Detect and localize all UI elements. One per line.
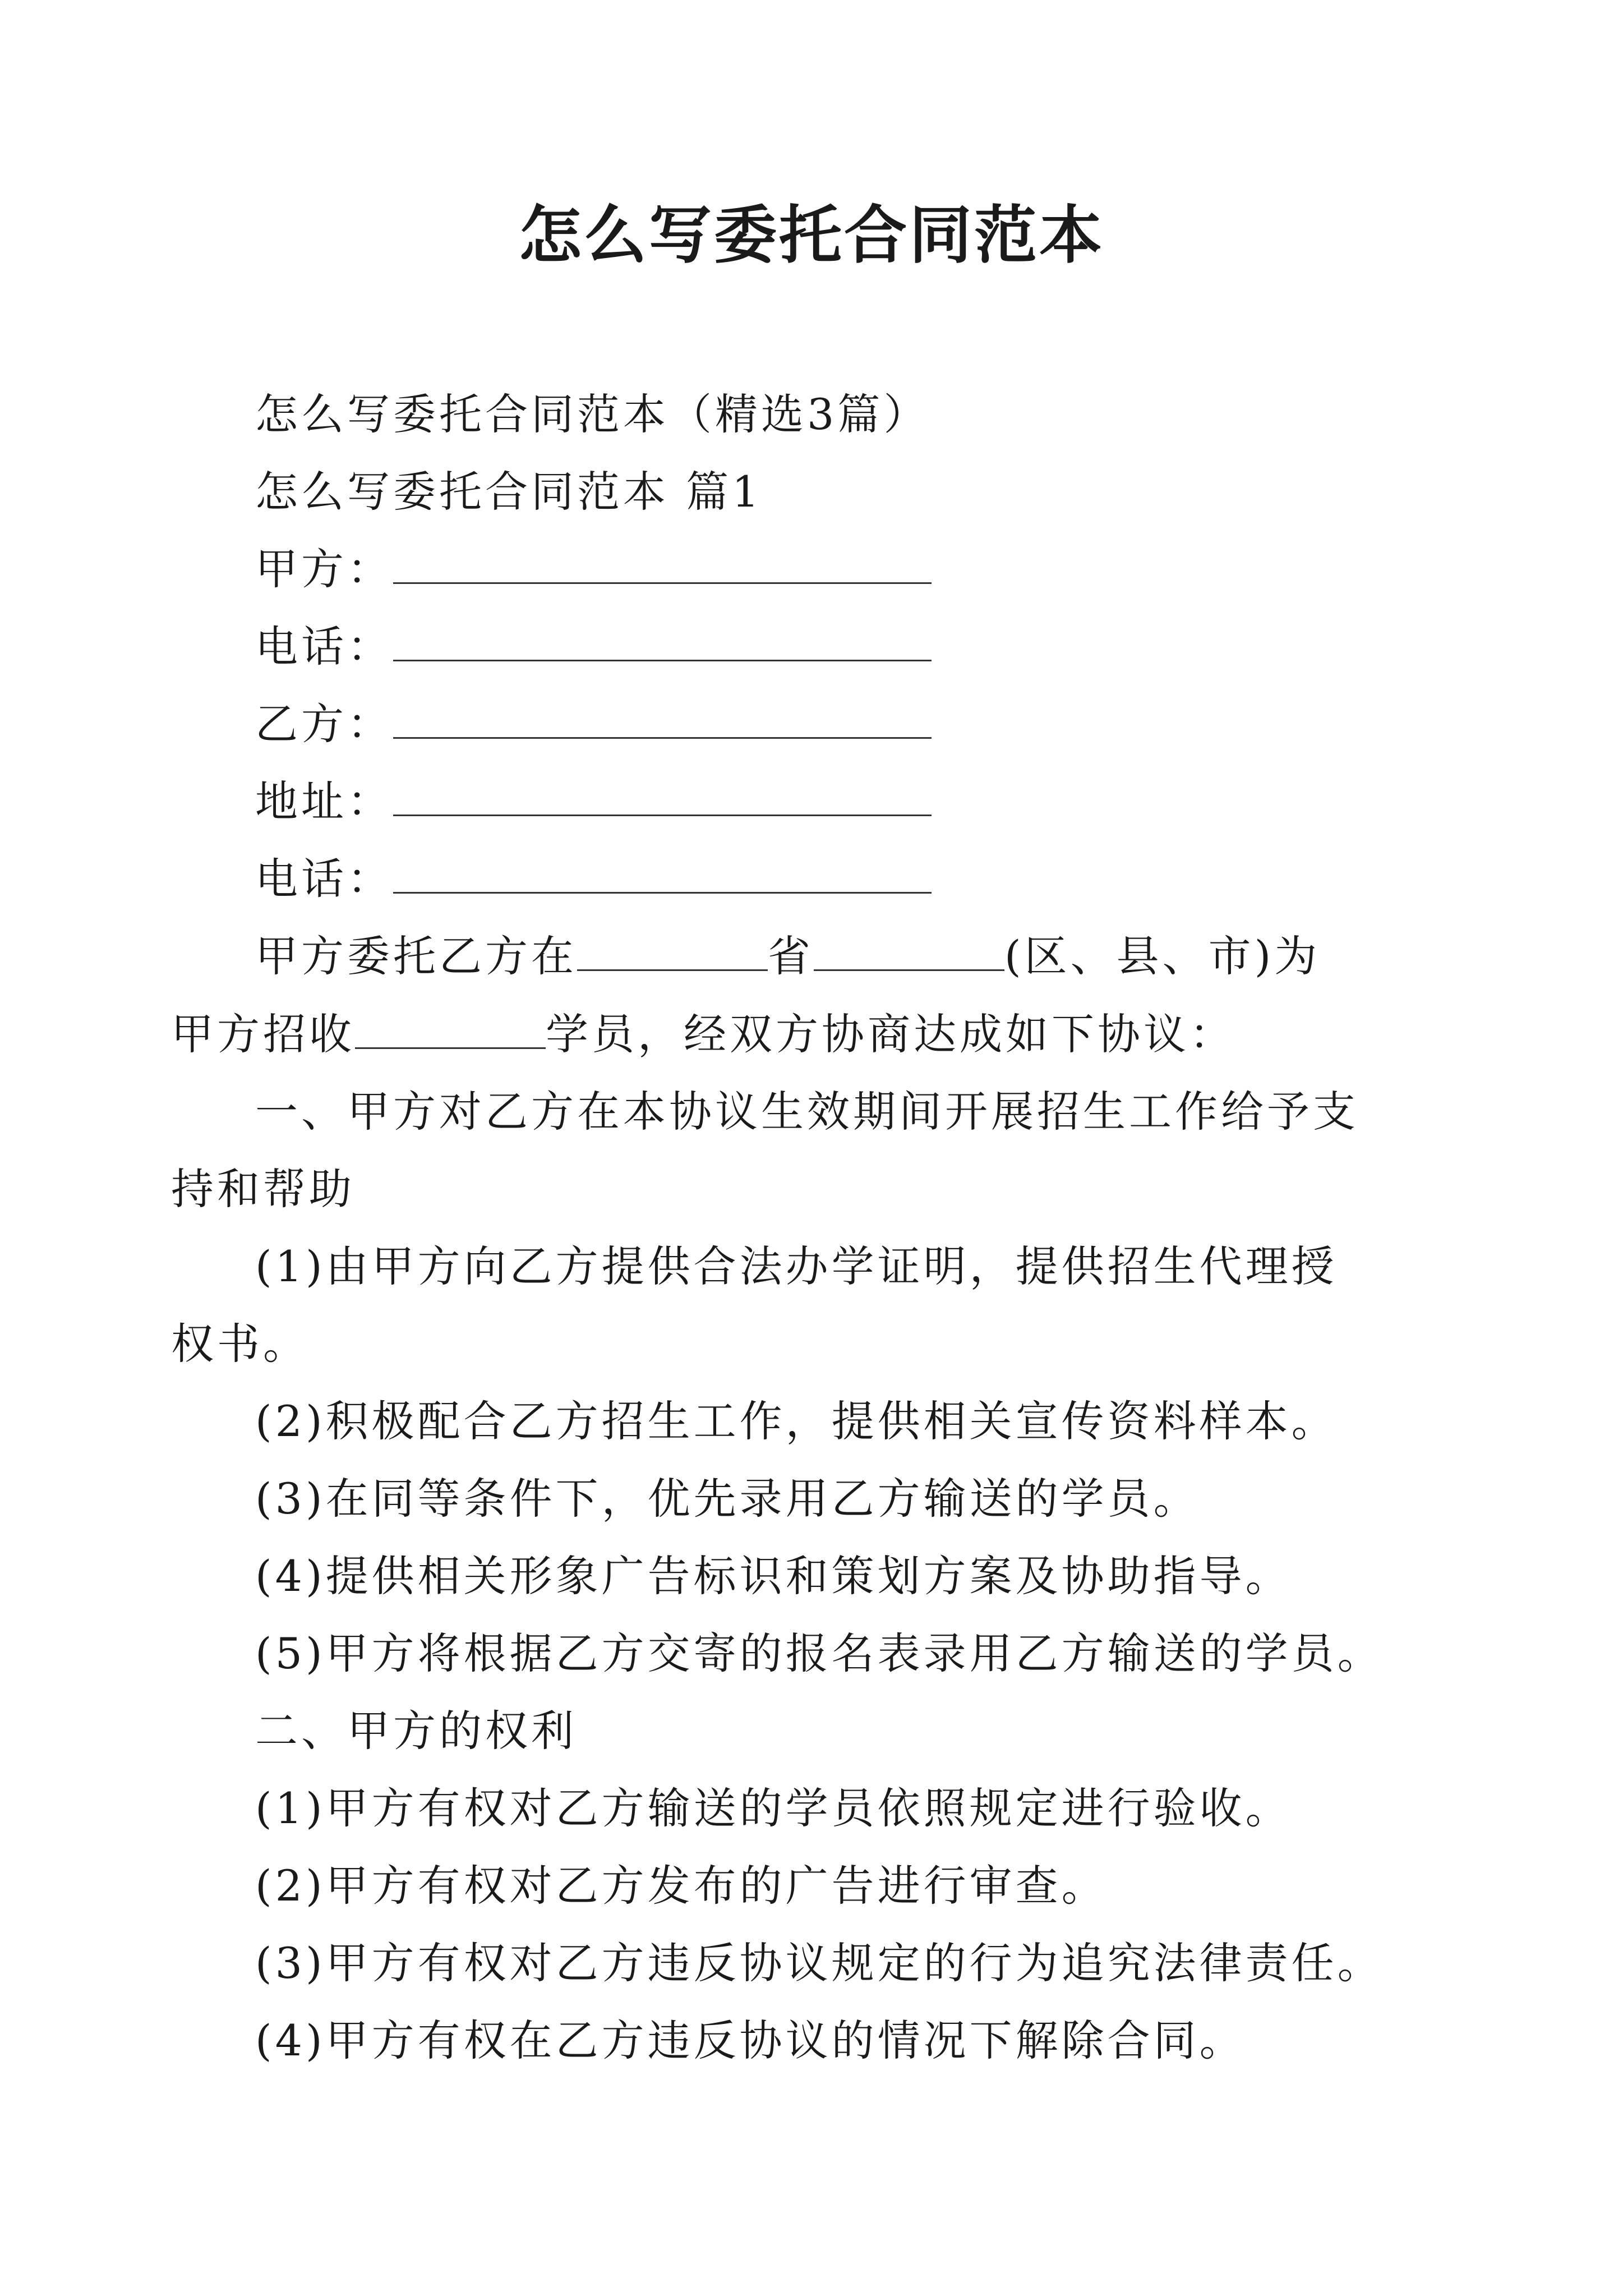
section1-heading-line-2: 持和帮助 [171, 1164, 355, 1214]
intro-selected: 怎么写委托合同范本（精选3篇） [255, 389, 930, 439]
section1-item-1-line-2: 权书。 [171, 1319, 309, 1369]
section1-item-3: (3)在同等条件下，优先录用乙方输送的学员。 [255, 1474, 1200, 1524]
agreement-line-2 [171, 996, 1461, 1073]
field-party-a [255, 531, 1410, 608]
part-heading: 怎么写委托合同范本 篇1 [255, 467, 763, 517]
field-phone-a [255, 608, 1410, 685]
field-label: 电话： [255, 622, 393, 671]
document-body-flow [171, 996, 1461, 2079]
section2-item-1: (1)甲方有权对乙方输送的学员依照规定进行验收。 [255, 1783, 1292, 1833]
section2-item-4: (4)甲方有权在乙方违反协议的情况下解除合同。 [255, 2016, 1246, 2065]
agreement-text: 甲方委托乙方在 [255, 931, 577, 981]
field-label: 地址： [255, 776, 393, 826]
agreement-text: 省 [768, 931, 814, 981]
field-address [255, 763, 1410, 840]
section1-item-4: (4)提供相关形象广告标识和策划方案及协助指导。 [255, 1551, 1292, 1601]
section1-heading-line-1: 一、甲方对乙方在本协议生效期间开展招生工作给予支 [255, 1087, 1359, 1137]
field-label: 甲方： [255, 544, 393, 594]
blank-line [393, 547, 932, 584]
document-body [255, 376, 1410, 995]
blank-line [577, 935, 768, 971]
agreement-text: 学员，经双方协商达成如下协议： [546, 1009, 1235, 1059]
section2-heading: 二、甲方的权利 [255, 1706, 577, 1756]
agreement-text: (区、县、市)为 [1004, 931, 1321, 981]
blank-line [814, 935, 1004, 971]
field-label: 乙方： [255, 699, 393, 749]
agreement-line-1 [255, 918, 1410, 995]
blank-line [393, 625, 932, 661]
section2-item-3: (3)甲方有权对乙方违反协议规定的行为追究法律责任。 [255, 1938, 1384, 1988]
section1-item-2: (2)积极配合乙方招生工作，提供相关宣传资料样本。 [255, 1396, 1338, 1446]
field-party-b [255, 685, 1410, 763]
section1-item-1-line-1: (1)由甲方向乙方提供合法办学证明，提供招生代理授 [255, 1241, 1338, 1291]
blank-line [393, 702, 932, 739]
blank-line [393, 857, 932, 894]
blank-line [355, 1013, 546, 1049]
field-phone-b [255, 840, 1410, 918]
blank-line [393, 780, 932, 816]
document-title: 怎么写委托合同范本 [519, 199, 1104, 272]
agreement-text: 甲方招收 [171, 1009, 355, 1059]
section2-item-2: (2)甲方有权对乙方发布的广告进行审查。 [255, 1861, 1108, 1911]
section1-item-5: (5)甲方将根据乙方交寄的报名表录用乙方输送的学员。 [255, 1628, 1384, 1678]
field-label: 电话： [255, 854, 393, 904]
